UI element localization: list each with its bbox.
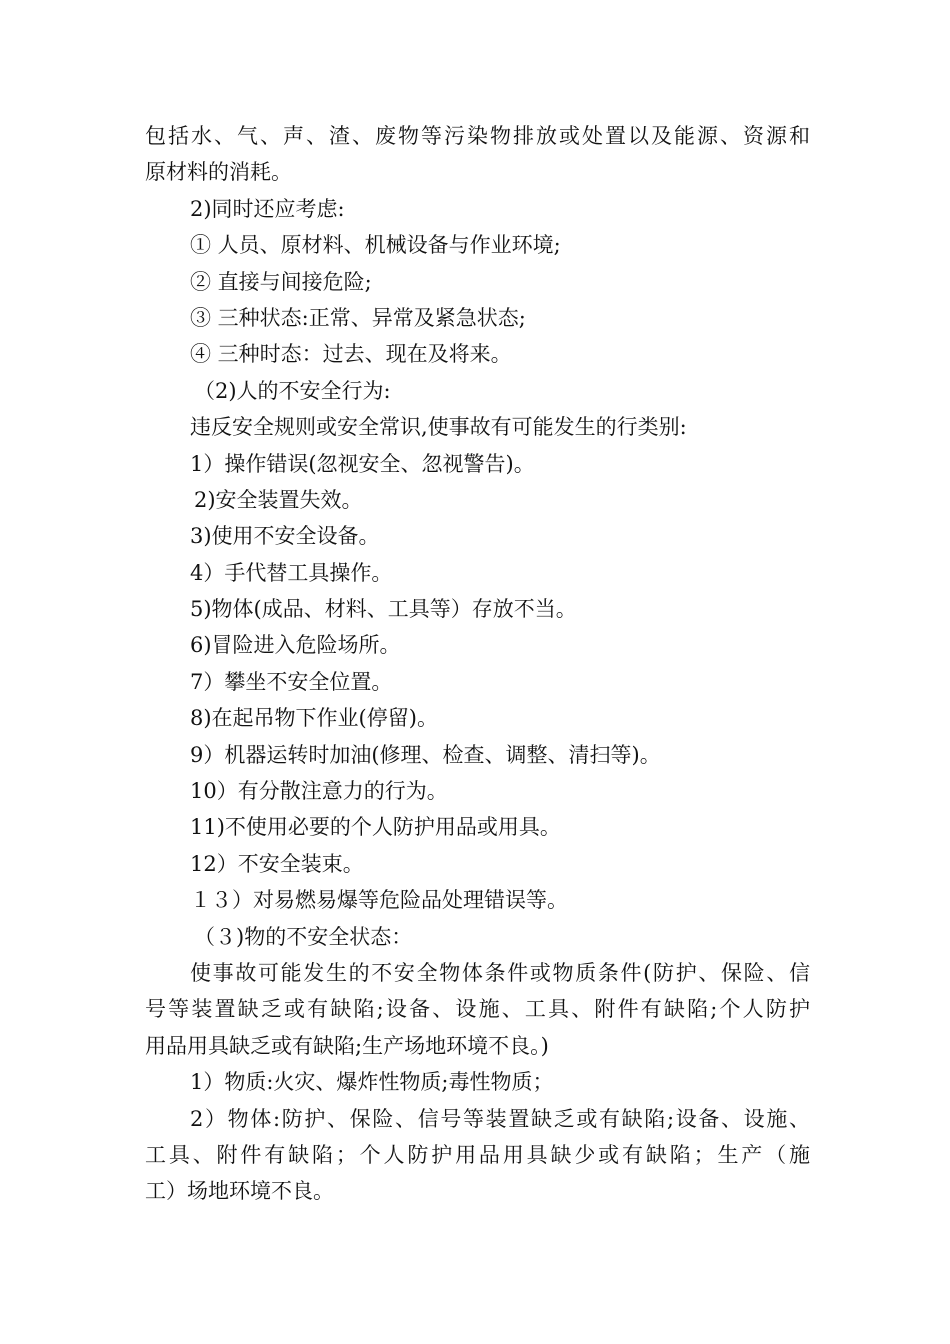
list-item: 6)冒险进入危险场所。 [190, 633, 401, 658]
list-item: 4）手代替工具操作。 [190, 560, 393, 585]
list-item: ④ 三种时态：过去、现在及将来。 [190, 342, 512, 367]
paragraph-line: 违反安全规则或安全常识,使事故有可能发生的行类别: [190, 415, 687, 440]
section-heading: （2)人的不安全行为: [194, 378, 391, 403]
list-item: 1）操作错误(忽视安全、忽视警告)。 [190, 451, 535, 476]
list-item: ② 直接与间接危险; [190, 269, 372, 294]
list-item: 1）物质:火灾、爆炸性物质;毒性物质； [190, 1070, 554, 1095]
list-item: 2）物体:防护、保险、信号等装置缺乏或有缺陷;设备、设施、 [190, 1106, 810, 1131]
paragraph-line: 号等装置缺乏或有缺陷;设备、设施、工具、附件有缺陷;个人防护 [145, 997, 810, 1022]
list-item: ① 人员、原材料、机械设备与作业环境; [190, 233, 561, 258]
paragraph-line: 包括水、气、声、渣、废物等污染物排放或处置以及能源、资源和 [145, 124, 810, 148]
list-item: 10）有分散注意力的行为。 [190, 779, 448, 804]
list-item: 3)使用不安全设备。 [190, 524, 380, 549]
list-item: 8)在起吊物下作业(停留)。 [190, 706, 438, 731]
list-item: 12）不安全装束。 [190, 851, 364, 876]
list-item: ③ 三种状态:正常、异常及紧急状态; [190, 305, 526, 330]
list-item: １３）对易燃易爆等危险品处理错误等。 [190, 888, 568, 913]
paragraph-line: 用品用具缺乏或有缺陷;生产场地环境不良。) [145, 1033, 549, 1058]
list-item: 7）攀坐不安全位置。 [190, 669, 393, 694]
paragraph-line: 原材料的消耗。 [145, 160, 292, 185]
list-item: 5)物体(成品、材料、工具等）存放不当。 [190, 597, 577, 622]
section-heading: （３)物的不安全状态： [194, 924, 413, 949]
list-item: 2)安全装置失效。 [194, 487, 363, 512]
paragraph-line: 使事故可能发生的不安全物体条件或物质条件(防护、保险、信 [190, 960, 810, 985]
list-item: 11)不使用必要的个人防护用品或用具。 [190, 815, 561, 840]
list-heading: 2)同时还应考虑: [190, 196, 345, 221]
paragraph-line: 工）场地环境不良。 [145, 1179, 334, 1204]
list-item: 9）机器运转时加油(修理、检查、调整、清扫等)。 [190, 742, 661, 767]
document-body [145, 118, 810, 1210]
paragraph-line: 工具、附件有缺陷；个人防护用品用具缺少或有缺陷；生产（施 [145, 1142, 810, 1167]
